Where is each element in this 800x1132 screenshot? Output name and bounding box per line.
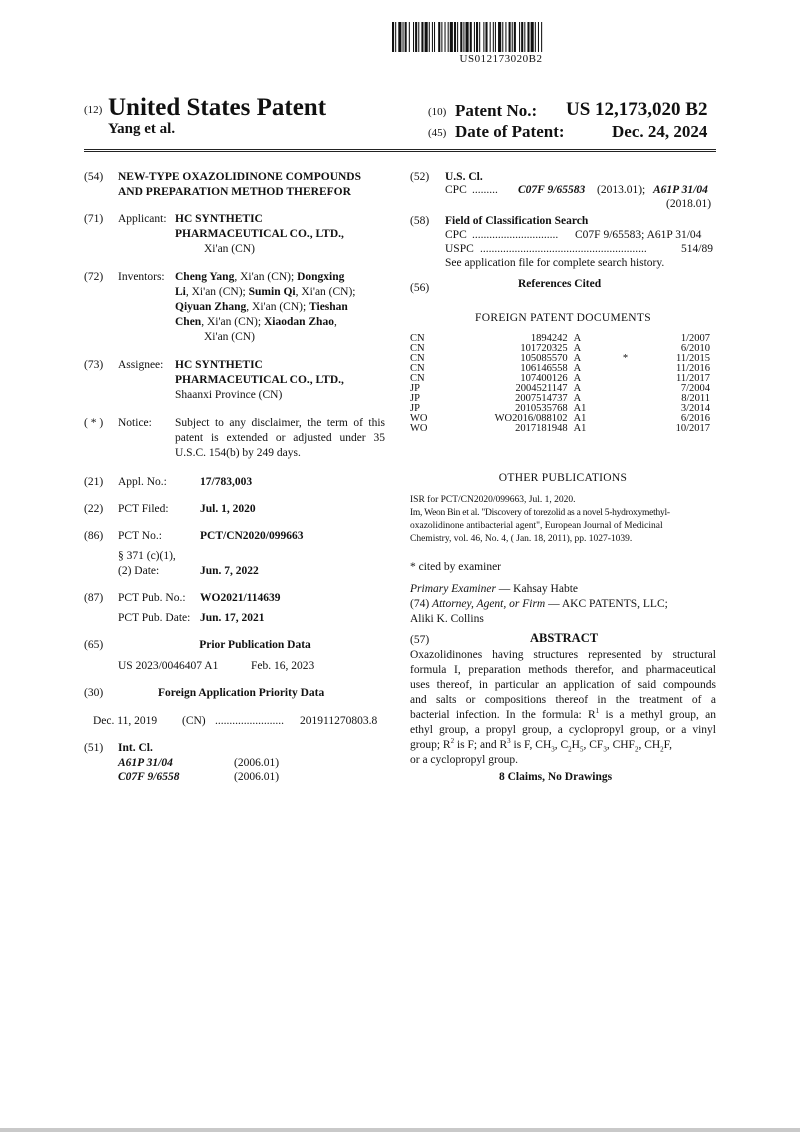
barcode-bar	[535, 22, 536, 52]
code-21: (21)	[84, 476, 104, 488]
barcode-bar	[403, 22, 404, 52]
fp-date: 6/2010	[680, 343, 710, 354]
fp-kind: A	[573, 393, 582, 404]
fp-date: 8/2011	[681, 393, 710, 404]
attorney-line	[410, 597, 668, 612]
other-pub-line-3: oxazolidinone antibacterial agent", European Journal of Medicinal	[410, 521, 663, 531]
inventors-line-4	[175, 315, 337, 330]
barcode-bar	[541, 22, 542, 52]
foreign-patents-table	[410, 334, 710, 434]
inventor-location: , Xi'an (CN);	[185, 286, 249, 298]
code-72: (72)	[84, 271, 104, 283]
primary-examiner-name: — Kahsay Habte	[498, 583, 578, 595]
field-search-cpc-dots: ..............................	[472, 229, 559, 241]
barcode-bar	[514, 22, 516, 52]
inventor-name: Chen	[175, 316, 202, 328]
fp-country: JP	[410, 393, 420, 404]
barcode-bar	[519, 22, 520, 52]
barcode-bar	[434, 22, 435, 52]
abstract-line-7	[410, 738, 716, 753]
appl-no-value: 17/783,003	[200, 476, 253, 488]
us-cl-code-1: C07F 9/65583	[518, 184, 586, 196]
barcode-bar	[524, 22, 525, 52]
fp-star	[607, 334, 628, 344]
us-cl-code-2: A61P 31/04	[653, 184, 708, 196]
applicant-line-2: PHARMACEUTICAL CO., LTD.,	[175, 228, 344, 240]
inventors-line-2	[175, 285, 356, 300]
fp-star	[607, 414, 628, 424]
code-74: (74)	[410, 598, 430, 610]
barcode-bar	[415, 22, 417, 52]
inventor-location: , Xi'an (CN);	[201, 316, 264, 328]
fp-kind: A	[573, 343, 582, 354]
section-371: § 371 (c)(1),	[118, 550, 176, 562]
pct-filed-label: PCT Filed:	[118, 503, 169, 515]
abstract-text: is a methyl group, an	[599, 709, 716, 721]
barcode-bar	[466, 22, 469, 52]
inventor-name: Qiyuan Zhang	[175, 301, 247, 313]
header-rule	[84, 149, 716, 152]
fp-kind: A1	[573, 413, 587, 424]
applicant-location: Xi'an (CN)	[204, 243, 255, 255]
fp-number: 106146558	[520, 363, 568, 374]
fp-kind: A1	[573, 423, 587, 434]
us-cl-cpc-label: CPC	[445, 184, 467, 196]
fp-date: 11/2015	[675, 353, 710, 364]
abstract-text: bacterial infection. In the formula: R	[410, 709, 596, 721]
abstract-text: , CHF	[606, 739, 635, 751]
fp-country: CN	[410, 333, 425, 344]
cited-by-examiner: * cited by examiner	[410, 561, 502, 573]
int-cl-code-1: A61P 31/04	[118, 757, 173, 769]
notice-line-3: U.S.C. 154(b) by 249 days.	[175, 447, 301, 459]
claims-summary: 8 Claims, No Drawings	[499, 771, 613, 783]
patent-number-label: Patent No.:	[455, 101, 538, 120]
fp-star	[607, 424, 628, 434]
inventor-location: , Xi'an (CN);	[234, 271, 298, 283]
other-publications-heading: OTHER PUBLICATIONS	[498, 472, 628, 484]
abstract-line-1: Oxazolidinones having structures represented by structural	[410, 649, 716, 661]
code-86: (86)	[84, 530, 104, 542]
fp-star	[607, 374, 628, 384]
abstract-line-3: uses thereof, in particular an application of said compounds	[410, 679, 716, 691]
priority-number: 201911270803.8	[300, 715, 378, 727]
abstract-text: group; R	[410, 739, 451, 751]
code-22: (22)	[84, 503, 104, 515]
abstract-line-4: and salts or compositions thereof in the treatment of a	[410, 694, 716, 706]
barcode-bar	[502, 22, 503, 52]
date-371-label: (2) Date:	[118, 565, 160, 577]
pct-pub-date-value: Jun. 17, 2021	[200, 612, 265, 624]
int-cl-code-2: C07F 9/6558	[118, 771, 180, 783]
code-52: (52)	[410, 171, 430, 183]
subscript: 3	[603, 745, 607, 754]
code-51: (51)	[84, 742, 104, 754]
pct-no-value: PCT/CN2020/099663	[200, 530, 304, 542]
barcode-bar	[476, 22, 478, 52]
code-12: (12)	[84, 104, 103, 116]
fp-number: 2010535768	[515, 403, 568, 414]
fp-date: 1/2007	[680, 333, 710, 344]
field-search-uspc-label: USPC	[445, 243, 474, 255]
barcode-bar	[457, 22, 458, 52]
primary-examiner-label: Primary Examiner	[410, 583, 496, 595]
barcode-bar	[460, 22, 462, 52]
fp-date: 10/2017	[675, 423, 710, 434]
barcode-bar	[495, 22, 496, 52]
fp-date: 7/2004	[680, 383, 710, 394]
fp-number: 2017181948	[515, 423, 568, 434]
assignee-location: Shaanxi Province (CN)	[175, 389, 283, 401]
fp-country: JP	[410, 383, 420, 394]
barcode-bar	[509, 22, 511, 52]
pct-pub-date-label: PCT Pub. Date:	[118, 612, 191, 624]
abstract-heading: ABSTRACT	[530, 631, 599, 645]
abstract-line-5	[410, 708, 716, 723]
code-71: (71)	[84, 213, 104, 225]
title-line-1: NEW-TYPE OXAZOLIDINONE COMPOUNDS	[118, 171, 362, 183]
inventor-punct: ,	[333, 316, 337, 328]
prior-pub-date: Feb. 16, 2023	[251, 660, 315, 672]
barcode-bar	[531, 22, 534, 52]
applicant-line-1: HC SYNTHETIC	[175, 213, 263, 225]
barcode-bar	[493, 22, 494, 52]
us-cl-year-2: (2018.01)	[666, 198, 712, 210]
fp-kind: A	[573, 383, 582, 394]
fp-kind: A	[573, 333, 582, 344]
fp-date: 3/2014	[680, 403, 710, 414]
barcode-bar	[538, 22, 539, 52]
fp-number: 1894242	[530, 333, 568, 344]
code-notice: ( * )	[84, 417, 104, 429]
attorney-name: — AKC PATENTS, LLC;	[548, 598, 668, 610]
barcode-bar	[421, 22, 423, 52]
fp-country: WO	[410, 423, 428, 434]
fp-star: *	[622, 353, 629, 364]
applicant-label: Applicant:	[118, 213, 167, 225]
fp-country: CN	[410, 363, 425, 374]
barcode-bar	[392, 22, 394, 52]
fp-country: CN	[410, 373, 425, 384]
fp-number: 2007514737	[515, 393, 568, 404]
fp-star	[607, 404, 628, 414]
barcode-bar	[405, 22, 407, 52]
notice-line-1: Subject to any disclaimer, the term of this	[175, 417, 385, 429]
pct-no-label: PCT No.:	[118, 530, 162, 542]
foreign-patent-docs-heading: FOREIGN PATENT DOCUMENTS	[475, 312, 651, 324]
abstract-line-8: or a cyclopropyl group.	[410, 754, 518, 766]
barcode-bar	[413, 22, 414, 52]
other-pub-line-1: ISR for PCT/CN2020/099663, Jul. 1, 2020.	[410, 495, 576, 505]
inventor-location: , Xi'an (CN);	[295, 286, 356, 298]
assignee-line-2: PHARMACEUTICAL CO., LTD.,	[175, 374, 344, 386]
fp-country: CN	[410, 343, 425, 354]
field-search-label: Field of Classification Search	[445, 215, 589, 227]
barcode-bar	[409, 22, 410, 52]
field-search-uspc-dots: ..........................................................	[480, 243, 647, 255]
subscript: 2	[660, 745, 664, 754]
abstract-text: , C	[554, 739, 569, 751]
barcode-bar	[450, 22, 453, 52]
fp-kind: A	[573, 373, 582, 384]
pct-pub-no-label: PCT Pub. No.:	[118, 592, 186, 604]
fp-star	[607, 394, 628, 404]
barcode-bar	[485, 22, 487, 52]
barcode-bar	[479, 22, 480, 52]
document-type-title: United States Patent	[108, 94, 327, 121]
code-56: (56)	[410, 282, 430, 294]
abstract-text: F,	[663, 739, 673, 751]
other-pub-line-4: Chemistry, vol. 46, No. 4, ( Jan. 18, 2011), pp. 1027-1039.	[410, 534, 633, 544]
inventor-name: Xiaodan Zhao	[263, 316, 334, 328]
notice-line-2: patent is extended or adjusted under 35	[175, 432, 385, 444]
abstract-text: , CH	[638, 739, 661, 751]
barcode-bar	[483, 22, 484, 52]
pct-filed-value: Jul. 1, 2020	[200, 503, 256, 515]
inventor-name: Cheng Yang	[175, 271, 235, 283]
abstract-text: H	[571, 739, 580, 751]
barcode-bar	[398, 22, 401, 52]
fp-number: WO2016/088102	[494, 413, 568, 424]
fp-kind: A	[573, 363, 582, 374]
foreign-priority-heading: Foreign Application Priority Data	[158, 687, 325, 699]
barcode-bar	[521, 22, 523, 52]
code-30: (30)	[84, 687, 104, 699]
inventor-name: Sumin Qi	[248, 286, 296, 298]
barcode-bar	[474, 22, 475, 52]
code-58: (58)	[410, 215, 430, 227]
inventors-line-3	[175, 300, 348, 315]
abstract-text: , CF	[583, 739, 604, 751]
priority-date: Dec. 11, 2019	[93, 715, 158, 727]
inventor-location: , Xi'an (CN);	[246, 301, 310, 313]
code-10: (10)	[428, 106, 447, 118]
appl-no-label: Appl. No.:	[118, 476, 167, 488]
barcode-bar	[418, 22, 419, 52]
field-search-cpc-label: CPC	[445, 229, 467, 241]
notice-label: Notice:	[118, 417, 152, 429]
abstract-text: is F; and R	[454, 739, 508, 751]
code-73: (73)	[84, 359, 104, 371]
code-45: (45)	[428, 127, 447, 139]
pct-pub-no-value: WO2021/114639	[200, 592, 281, 604]
attorney-label: Attorney, Agent, or Firm	[432, 598, 546, 610]
barcode-bar	[512, 22, 513, 52]
field-search-cpc-value: C07F 9/65583; A61P 31/04	[575, 229, 702, 241]
superscript: 2	[450, 737, 455, 746]
inventor-name: Dongxing	[297, 271, 345, 283]
fp-date: 11/2016	[675, 363, 710, 374]
viewer-background	[0, 1128, 800, 1132]
priority-dots: ........................	[215, 715, 284, 727]
abstract-text: is F, CH	[510, 739, 552, 751]
subscript: 3	[551, 745, 555, 754]
abstract-line-6: ethyl group, a propyl group, a cyclopropyl group, or a vinyl	[410, 724, 716, 736]
barcode-image	[392, 22, 610, 52]
subscript: 2	[634, 745, 639, 754]
barcode-bar	[463, 22, 464, 52]
int-cl-label: Int. Cl.	[118, 742, 153, 754]
code-57: (57)	[410, 634, 430, 646]
superscript: 1	[595, 707, 600, 716]
date-371-value: Jun. 7, 2022	[200, 565, 259, 577]
superscript: 3	[507, 737, 511, 746]
barcode-bar	[445, 22, 446, 52]
prior-pub-number: US 2023/0046407 A1	[118, 660, 219, 672]
fp-date: 6/2016	[680, 413, 710, 424]
barcode-number: US012173020B2	[459, 53, 543, 65]
fp-kind: A	[573, 353, 582, 364]
inventors-line-5: Xi'an (CN)	[204, 331, 255, 343]
fp-country: WO	[410, 413, 428, 424]
fp-number: 2004521147	[515, 383, 568, 394]
assignee-label: Assignee:	[118, 359, 164, 371]
barcode-bar	[429, 22, 430, 52]
abstract-line-2: formula I, preparation methods therefor, and pharmaceutical	[410, 664, 716, 676]
barcode-bar	[527, 22, 529, 52]
us-cl-dots: .........	[472, 184, 498, 196]
code-54: (54)	[84, 171, 104, 183]
inventor-short: Yang et al.	[108, 121, 176, 137]
inventor-name: Li	[175, 286, 186, 298]
barcode-bar	[438, 22, 440, 52]
field-search-uspc-value: 514/89	[681, 243, 713, 255]
patent-number: US 12,173,020 B2	[566, 99, 708, 120]
fp-number: 105085570	[520, 353, 568, 364]
date-of-patent: Dec. 24, 2024	[612, 122, 708, 141]
barcode-bar	[498, 22, 501, 52]
barcode-bar	[432, 22, 433, 52]
code-87: (87)	[84, 592, 104, 604]
int-cl-date-1: (2006.01)	[234, 757, 280, 769]
title-line-2: AND PREPARATION METHOD THEREFOR	[118, 186, 351, 198]
barcode-bar	[395, 22, 396, 52]
inventors-label: Inventors:	[118, 271, 165, 283]
fp-date: 11/2017	[675, 373, 710, 384]
barcode-bar	[448, 22, 449, 52]
inventors-line-1	[175, 270, 344, 285]
us-cl-label: U.S. Cl.	[445, 171, 483, 183]
fp-number: 101720325	[520, 343, 568, 354]
fp-number: 107400126	[520, 373, 568, 384]
barcode-bar	[454, 22, 456, 52]
prior-pub-heading: Prior Publication Data	[199, 639, 311, 651]
fp-kind: A1	[573, 403, 587, 414]
priority-country: (CN)	[182, 715, 206, 727]
references-cited-heading: References Cited	[518, 278, 602, 290]
int-cl-date-2: (2006.01)	[234, 771, 280, 783]
field-search-note: See application file for complete search history.	[445, 257, 665, 269]
fp-star	[607, 384, 628, 394]
foreign-patent-row	[410, 424, 710, 434]
date-of-patent-label: Date of Patent:	[455, 122, 565, 141]
inventor-name: Tieshan	[309, 301, 348, 313]
code-65: (65)	[84, 639, 104, 651]
fp-country: CN	[410, 353, 425, 364]
barcode-bar	[425, 22, 428, 52]
us-cl-year-1: (2013.01);	[597, 184, 646, 196]
attorney-line-2: Aliki K. Collins	[410, 613, 484, 625]
primary-examiner-line	[410, 582, 578, 597]
barcode-bar	[490, 22, 491, 52]
other-pub-line-2: Im, Weon Bin et al. "Discovery of torezolid as a novel 5-hydroxymethyl-	[410, 508, 670, 518]
barcode-bar	[505, 22, 506, 52]
barcode-bar	[441, 22, 442, 52]
fp-star	[607, 364, 628, 374]
assignee-line-1: HC SYNTHETIC	[175, 359, 263, 371]
barcode-bar	[470, 22, 472, 52]
fp-country: JP	[410, 403, 420, 414]
subscript: 5	[579, 745, 584, 754]
subscript: 2	[568, 745, 572, 754]
